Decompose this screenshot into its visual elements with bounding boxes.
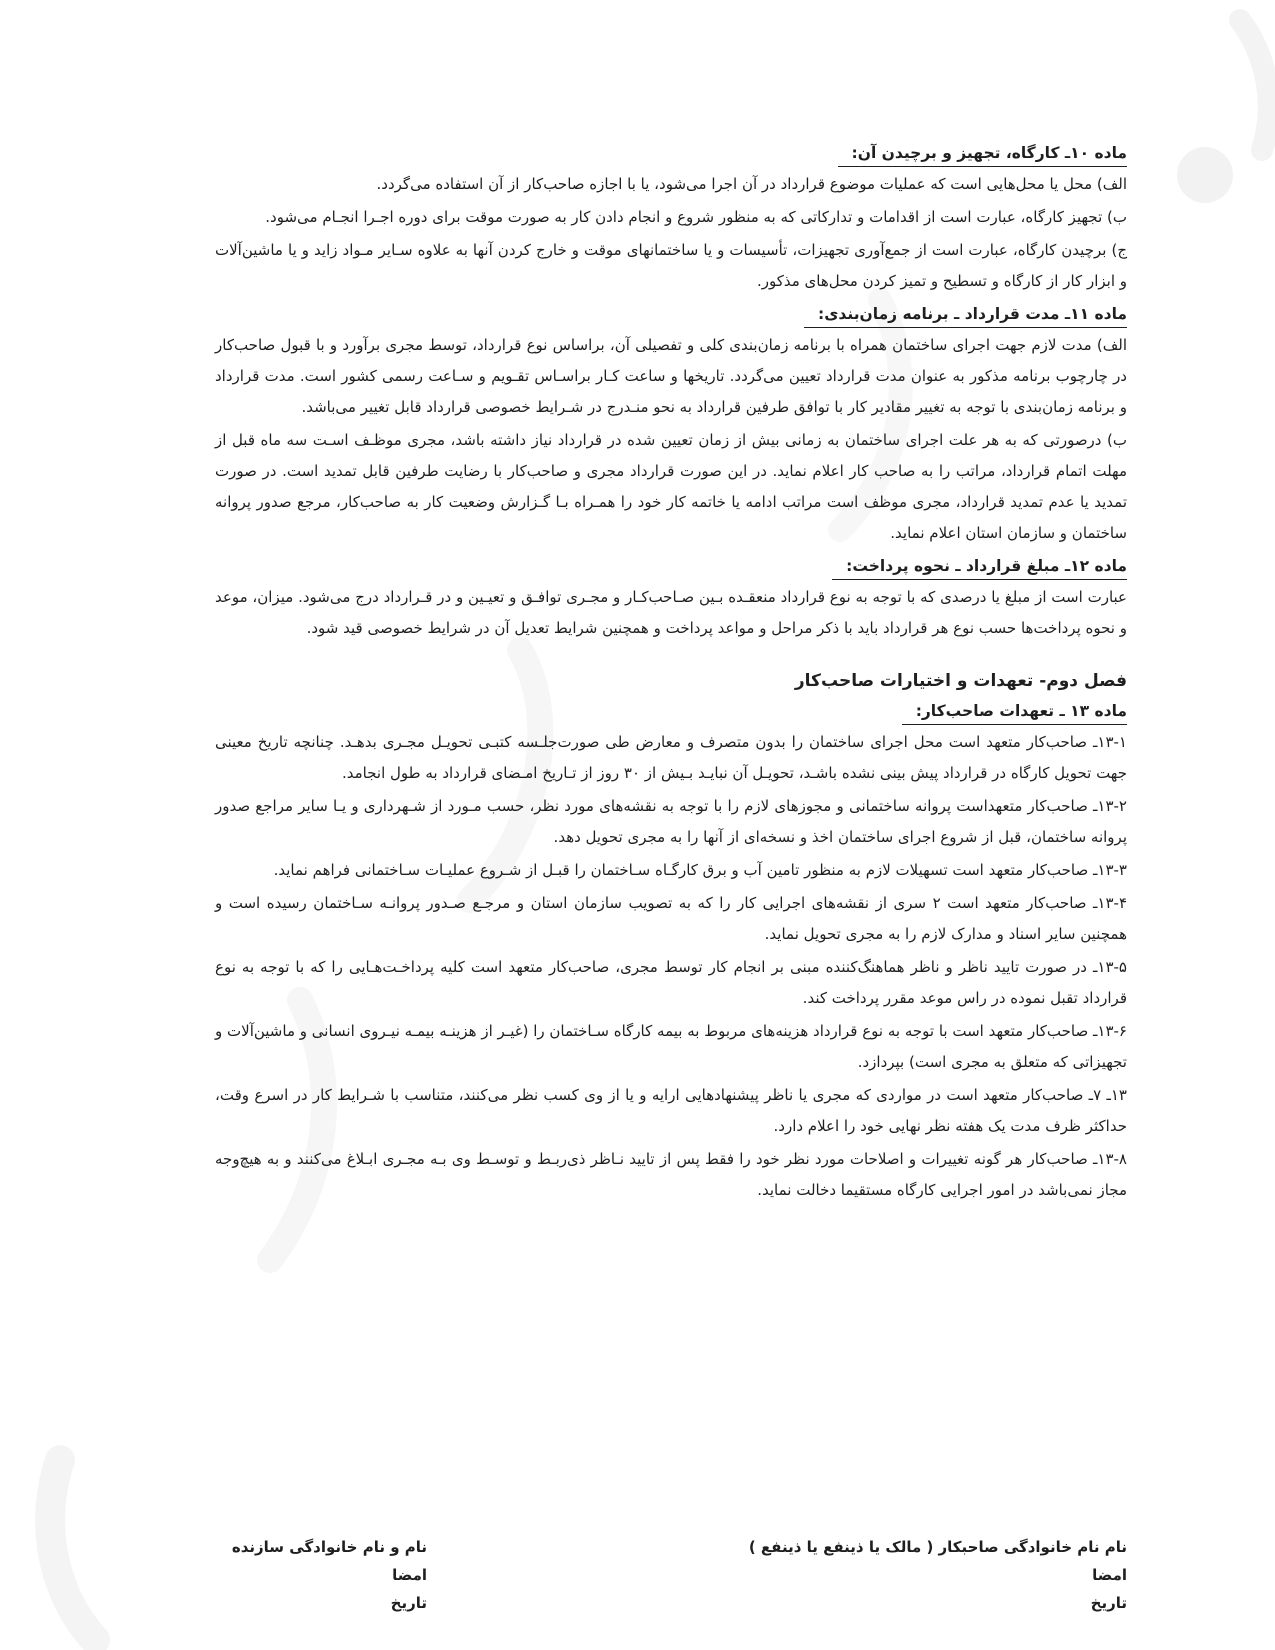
builder-name-label: نام و نام خانوادگی سازنده — [231, 1538, 427, 1556]
paragraph: ب) تجهیز کارگاه، عبارت است از اقدامات و تدارکاتی که به منظور شروع و انجام دادن کار به صورت موقت برای دوره اجـرا انجـام می‌شود. — [265, 208, 1127, 226]
clause: ۱۳-۴ـ صاحب‌کار متعهد است ۲ سری از نقشه‌های اجرایی کار را که به تصویب سازمان استان و مرجـع صـدور پروانـه سـاختمان رسیده است و همچنین سایر اسناد و مدارک لازم را به مجری تحویل نماید. — [215, 894, 1128, 943]
article-heading: ماده ۱۳ ـ تعهدات صاحب‌کار: — [902, 698, 1127, 725]
article-heading: ماده ۱۰ـ کارگاه، تجهیز و برچیدن آن: — [838, 140, 1127, 167]
clause: ۱۳ـ ۷ـ صاحب‌کار متعهد است در مواردی که مجری یا ناظر پیشنهادهایی ارایه و یا از وی کسب نظر می‌کنند، متناسب با شـرایط کار در اسرع وقت، حداکثر ظرف مدت یک هفته نظر نهایی خود را اعلام دارد. — [215, 1086, 1127, 1135]
builder-date-label: تاریخ — [390, 1594, 427, 1612]
article-12 — [215, 551, 1127, 644]
clause: ۱۳-۵ـ در صورت تایید ناظر و ناظر هماهنگ‌کننده مبنی بر انجام کار توسط مجری، صاحب‌کار متعهد است کلیه پرداخـت‌هـایی را که با توجه به نوع قرارداد تقبل نموده در راس موعد مقرر پرداخت کند. — [215, 958, 1127, 1007]
owner-sign-label: امضا — [1092, 1566, 1127, 1584]
paragraph: ج) برچیدن کارگاه، عبارت است از جمع‌آوری تجهیزات، تأسیسات و یا ساختمانهای موقت و خارج کردن آنها به علاوه سـایر مـواد زاید و یا ماشین‌آلات و ابزار کار از کارگاه و تسطیح و تمیز کردن محل‌های مذکور. — [215, 241, 1127, 290]
clause: ۱۳-۸ـ صاحب‌کار هر گونه تغییرات و اصلاحات مورد نظر خود را فقط پس از تایید نـاظر ذی‌ربـط و توسـط وی بـه مجـری ابـلاغ می‌کنند و به هیچ‌وجه مجاز نمی‌باشد در امور اجرایی کارگاه مستقیما دخالت نماید. — [215, 1150, 1127, 1199]
clause: ۱۳-۲ـ صاحب‌کار متعهداست پروانه ساختمانی و مجوزهای لازم را با توجه به نقشه‌های مورد نظر، حسب مـورد از شـهرداری و یـا سایر مراجع صدور پروانه ساختمان، قبل از شروع اجرای ساختمان اخذ و نسخه‌ای از آنها را به مجری تحویل دهد. — [215, 797, 1127, 846]
article-heading: ماده ۱۲ـ مبلغ قرارداد ـ نحوه پرداخت: — [832, 553, 1127, 580]
owner-date-label: تاریخ — [1090, 1594, 1127, 1612]
owner-signature-block — [749, 1533, 1127, 1617]
chapter-title: فصل دوم- تعهدات و اختیارات صاحب‌کار — [794, 671, 1127, 691]
paragraph: الف) مدت لازم جهت اجرای ساختمان همراه با برنامه زمان‌بندی کلی و تفصیلی آن، براساس نوع قرارداد، توسط مجری برآورد و با قبول صاحب‌کار در چارچوب برنامه مذکور به عنوان مدت قرارداد تعیین می‌گردد. تاریخها و ساعت کـار براسـاس تقـویم و سـاعت رسمی کشور است. مدت قرارداد و برنامه زمان‌بندی با توجه به تغییر مقادیر کار با توافق طرفین قرارداد به نحو منـدرج در شـرایط خصوصی قرارداد قابل تغییر می‌باشد. — [215, 336, 1127, 416]
paragraph: عبارت است از مبلغ یا درصدی که با توجه به نوع قرارداد منعقـده بـین صـاحب‌کـار و مجـری توافـق و تعیـین و در قـرارداد درج می‌شود. میزان، موعد و نحوه پرداخت‌ها حسب نوع هر قرارداد باید با ذکر مراحل و مواعد پرداخت و همچنین شرایط تعدیل آن در شرایط خصوصی قید شود. — [215, 588, 1127, 637]
owner-name-label: نام نام خانوادگی صاحبکار ( مالک یا ذینفع یا ذینفع ) — [748, 1538, 1127, 1556]
article-10 — [215, 138, 1127, 297]
document-body — [215, 138, 1127, 1208]
paragraph: ب) درصورتی که به هر علت اجرای ساختمان به زمانی بیش از زمان تعیین شده در قرارداد نیاز داشته باشد، مجری موظـف اسـت سه ماه قبل از مهلت اتمام قرارداد، مراتب را به صاحب کار اعلام نماید. در این صورت قرارداد مجری و صاحب‌کار با رضایت طرفین قابل تمدید است. در صورت تمدید یا عدم تمدید قرارداد، مجری موظف است مراتب ادامه یا خاتمه کار خود را همـراه بـا گـزارش وضعیت کار به صاحب‌کار، مرجع صدور پروانه ساختمان و سازمان استان اعلام نماید. — [215, 431, 1127, 542]
clause: ۱۳-۳ـ صاحب‌کار متعهد است تسهیلات لازم به منظور تامین آب و برق کارگـاه سـاختمان را قبـل از شـروع عملیـات سـاختمانی فراهم نماید. — [273, 861, 1127, 879]
builder-signature-block — [232, 1533, 427, 1617]
paragraph: الف) محل یا محل‌هایی است که عملیات موضوع قرارداد در آن اجرا می‌شود، یا با اجازه صاحب‌کار از آن استفاده می‌گردد. — [376, 175, 1127, 193]
article-11 — [215, 299, 1127, 549]
builder-sign-label: امضا — [392, 1566, 427, 1584]
chapter-two — [215, 666, 1127, 1206]
clause: ۱۳-۱ـ صاحب‌کار متعهد است محل اجرای ساختمان را بدون متصرف و معارض طی صورت‌جلـسه کتبـی تحویـل مجـری بدهـد. چنانچه تاریخ معینی جهت تحویل کارگاه در قرارداد پیش بینی نشده باشـد، تحویـل آن نبایـد بـیش از ۳۰ روز از تـاریخ امـضای قرارداد به طول انجامد. — [215, 733, 1127, 782]
clause: ۱۳-۶ـ صاحب‌کار متعهد است با توجه به نوع قرارداد هزینه‌های مربوط به بیمه کارگاه سـاختمان را (غیـر از هزینـه بیمـه نیـروی انسانی و ماشین‌آلات و تجهیزاتی که متعلق به مجری است) بپردازد. — [215, 1022, 1127, 1071]
article-heading: ماده ۱۱ـ مدت قرارداد ـ برنامه زمان‌بندی: — [804, 301, 1127, 328]
